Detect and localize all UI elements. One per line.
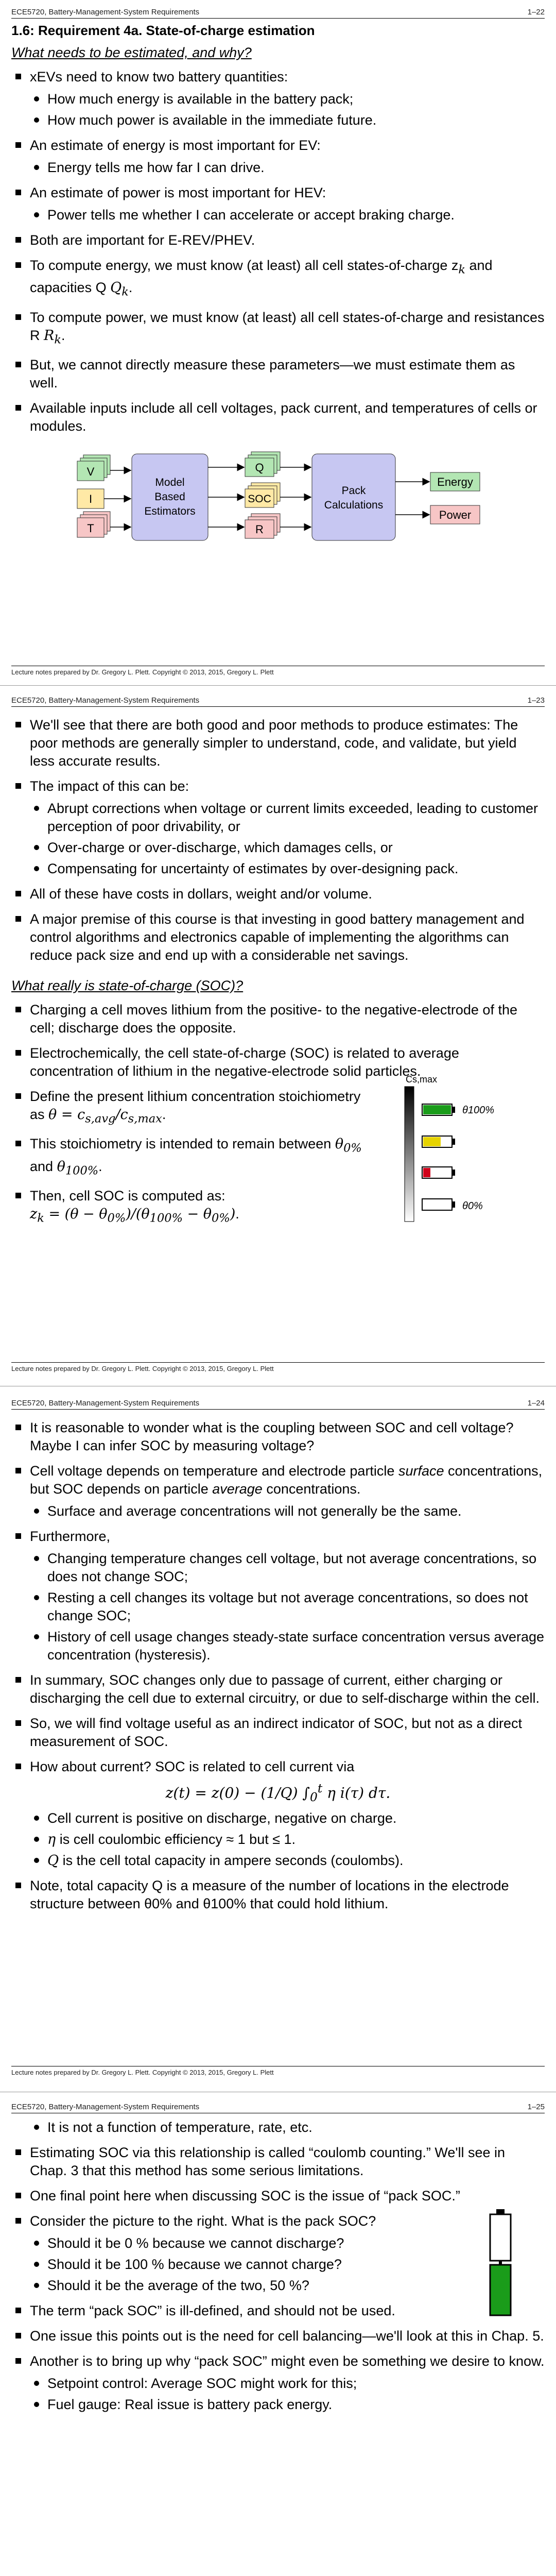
list-item: Should it be 100 % because we cannot charge? xyxy=(11,2256,454,2274)
list-item-text: Cell voltage depends on temperature and electrode particle xyxy=(30,1463,395,1479)
subheading: What really is state-of-charge (SOC)? xyxy=(11,978,244,993)
list-item: Charging a cell moves lithium from the positive- to the negative-electrode of the cell; discharge does the opposite. xyxy=(11,1001,545,1037)
list-item: But, we cannot directly measure these parameters—we must estimate them as well. xyxy=(11,356,545,392)
list-item: Should it be the average of the two, 50 %? xyxy=(11,2277,454,2295)
bullet-list xyxy=(11,2119,545,2205)
list-item: One issue this points out is the need for cell balancing—we'll look at this in Chap. 5. xyxy=(11,2327,545,2345)
output-power-label: Power xyxy=(439,509,472,522)
coulomb-counting-equation: z(t) = z(0) − (1/Q) $\int_0^t$ η i(τ) dτ. xyxy=(165,1781,391,1804)
list-item: To compute power, we must know (at least) all cell states-of-charge and resistances R $R_k$. xyxy=(11,309,545,349)
theta-100-label: θ100% xyxy=(462,1105,495,1116)
list-item-text: How much energy is available in the battery pack; xyxy=(47,91,354,107)
list-item-text: Define the present lithium concentration stoichiometry as xyxy=(30,1089,361,1122)
list-item: All of these have costs in dollars, weight and/or volume. xyxy=(11,885,545,903)
page-header xyxy=(11,2100,545,2113)
list-item: Compensating for uncertainty of estimates by over-designing pack. xyxy=(11,860,545,878)
input-V-label: V xyxy=(86,465,95,479)
list-item: Cell current is positive on discharge, negative on charge. xyxy=(11,1809,545,1827)
list-item: Consider the picture to the right. What is the pack SOC? xyxy=(11,2212,454,2230)
page-1-22 xyxy=(0,5,556,680)
page-separator xyxy=(0,685,556,686)
page-number: 1–24 xyxy=(527,1399,545,1408)
input-I-box xyxy=(77,489,104,509)
page-content xyxy=(11,21,545,550)
bullet-list xyxy=(11,1809,545,1913)
list-item: Q is the cell total capacity in ampere seconds (coulombs). xyxy=(11,1852,545,1870)
list-item-text: is the cell total capacity in ampere seconds (coulombs). xyxy=(62,1852,404,1868)
list-item: Both are important for E-REV/PHEV. xyxy=(11,231,545,249)
list-item: Cell voltage depends on temperature and electrode particle surface concentrations, but SOC depends on particle average concentrations. xyxy=(11,1462,545,1498)
page-content xyxy=(11,1412,545,1917)
course-title: ECE5720, Battery-Management-System Requirements xyxy=(11,1399,200,1408)
cell-icon-low xyxy=(422,1167,455,1178)
cell-icon-full xyxy=(422,1104,455,1115)
list-item xyxy=(11,90,545,108)
subheading: What needs to be estimated, and why? xyxy=(11,45,252,60)
page-number: 1–22 xyxy=(527,8,545,16)
page-header xyxy=(11,693,545,707)
list-item-text: How much power is available in the immediate future. xyxy=(47,112,377,128)
list-item: To compute energy, we must know (at least) all cell states-of-charge $z_k$ and capacities Q $Q_k$. xyxy=(11,257,545,301)
list-item: xEVs need to know two battery quantities: xyxy=(11,68,545,86)
list-item: One final point here when discussing SOC is the issue of “pack SOC.” xyxy=(11,2187,545,2205)
input-T-box xyxy=(77,512,110,537)
list-item: An estimate of power is most important for HEV: xyxy=(11,184,545,202)
list-item: Over-charge or over-discharge, which damages cells, or xyxy=(11,839,545,857)
estimator-box xyxy=(132,454,208,540)
list-item-text: and capacities Q xyxy=(30,258,493,296)
list-item: A major premise of this course is that investing in good battery management and control algorithms and electronics capable of implementing the algorithms can reduce pack size and end up with a considerable net savings. xyxy=(11,910,545,964)
list-item: Should it be 0 % because we cannot discharge? xyxy=(11,2234,454,2252)
course-title: ECE5720, Battery-Management-System Requirements xyxy=(11,8,200,16)
state-SOC-box xyxy=(245,483,280,507)
list-item: The term “pack SOC” is ill-defined, and should not be used. xyxy=(11,2302,545,2320)
state-R-label: R xyxy=(255,523,264,536)
page-number: 1–25 xyxy=(527,2103,545,2111)
list-item-text: is cell coulombic efficiency ≈ 1 but ≤ 1. xyxy=(59,1831,296,1847)
list-item: Another is to bring up why “pack SOC” might even be something we desire to know. xyxy=(11,2352,545,2370)
pack-soc-block xyxy=(11,2212,545,2295)
list-item: This stoichiometry is intended to remain between $\theta_{0\%}$ and $\theta_{100\%}$. xyxy=(11,1135,372,1180)
list-item: How about current? SOC is related to cell current via xyxy=(11,1758,545,1776)
list-item: The impact of this can be: xyxy=(11,777,545,795)
list-item: In summary, SOC changes only due to passage of current, either charging or discharging the cell due to external circuitry, or due to self-discharge within the cell. xyxy=(11,1671,545,1707)
list-item: Furthermore, xyxy=(11,1528,545,1546)
list-item-text: concentrations, but SOC depends on particle xyxy=(30,1463,543,1497)
calc-label-2: Calculations xyxy=(324,499,384,512)
estimator-label-2: Based xyxy=(154,491,185,503)
state-Q-label: Q xyxy=(255,461,264,474)
bullet-list xyxy=(11,2302,545,2414)
theta-0-label: θ0% xyxy=(462,1200,483,1212)
list-item: It is not a function of temperature, rate, etc. xyxy=(11,2119,545,2137)
pack-calculations-box xyxy=(312,454,395,540)
state-R-box xyxy=(245,514,280,538)
stoichiometry-block xyxy=(11,1074,545,1228)
bullet-list xyxy=(11,716,545,964)
cell-icon-empty xyxy=(422,1199,455,1210)
page-footer: Lecture notes prepared by Dr. Gregory L. Plett. Copyright © 2013, 2015, Gregory L. Plett xyxy=(11,1362,545,1372)
concentration-gradient-bar xyxy=(405,1087,414,1222)
list-item: Resting a cell changes its voltage but not average concentrations, so does not change SOC; xyxy=(11,1589,545,1625)
list-item: We'll see that there are both good and poor methods to produce estimates: The poor methods are generally simpler to understand, code, and validate, but yield less accurate results. xyxy=(11,716,545,770)
list-item-text: Then, cell SOC is computed as: xyxy=(30,1188,225,1204)
list-item-text: and resistances R xyxy=(30,309,545,343)
state-Q-box xyxy=(245,452,280,477)
bullet-list xyxy=(11,2212,454,2295)
bullet-list xyxy=(11,1419,545,1776)
list-item: Energy tells me how far I can drive. xyxy=(11,159,545,177)
page-1-23 xyxy=(0,693,556,1379)
cs-max-label: Cs,max xyxy=(406,1074,438,1084)
calc-label-1: Pack xyxy=(341,485,366,497)
list-item: Then, cell SOC is computed as: $z_k = (\theta - \theta_{0\%})/(\theta_{100\%} - \theta_{0\%})$. xyxy=(11,1187,372,1227)
list-item: Setpoint control: Average SOC might work for this; xyxy=(11,2375,545,2393)
list-item: Changing temperature changes cell voltage, but not average concentrations, so does not change SOC; xyxy=(11,1550,545,1586)
state-SOC-label: SOC xyxy=(248,493,271,505)
page-footer: Lecture notes prepared by Dr. Gregory L. Plett. Copyright © 2013, 2015, Gregory L. Plett xyxy=(11,666,545,676)
list-item: Available inputs include all cell voltages, pack current, and temperatures of cells or modules. xyxy=(11,399,545,435)
list-item: History of cell usage changes steady-state surface concentration versus average concentration (hysteresis). xyxy=(11,1628,545,1664)
page-1-24 xyxy=(0,1396,556,2081)
list-item: Fuel gauge: Real issue is battery pack energy. xyxy=(11,2396,545,2414)
estimator-label-3: Estimators xyxy=(144,505,196,518)
input-V-box xyxy=(77,455,110,481)
list-item: η is cell coulombic efficiency ≈ 1 but ≤ 1. xyxy=(11,1831,545,1849)
estimation-block-diagram xyxy=(11,445,545,548)
list-item: Abrupt corrections when voltage or current limits exceeded, leading to customer perception of poor drivability, or xyxy=(11,800,545,836)
cell-empty xyxy=(490,2214,511,2261)
list-item: An estimate of energy is most important for EV: xyxy=(11,137,545,155)
bullet-list xyxy=(11,68,545,435)
output-energy-label: Energy xyxy=(437,476,473,489)
list-item: Define the present lithium concentration stoichiometry as $\theta = c_{s,avg}/c_{s,max}$. xyxy=(11,1088,372,1128)
cell-icon-partial xyxy=(422,1136,455,1147)
section-title: 1.6: Requirement 4a. State-of-charge estimation xyxy=(11,23,315,38)
course-title: ECE5720, Battery-Management-System Requirements xyxy=(11,2103,200,2111)
list-item: It is reasonable to wonder what is the coupling between SOC and cell voltage? Maybe I can infer SOC by measuring voltage? xyxy=(11,1419,545,1455)
page-header xyxy=(11,5,545,19)
bullet-list xyxy=(11,1088,372,1228)
list-item: Estimating SOC via this relationship is called “coulomb counting.” We'll see in Chap. 3 that this method has some serious limitations. xyxy=(11,2144,545,2180)
output-power-box xyxy=(430,505,480,524)
list-item-text: To compute energy, we must know (at least) all cell states-of-charge z xyxy=(30,258,459,273)
list-item: Electrochemically, the cell state-of-charge (SOC) is related to average concentration of lithium in the negative-electrode solid particles. xyxy=(11,1044,545,1080)
page-header xyxy=(11,1396,545,1410)
page-1-25 xyxy=(0,2100,556,2576)
input-I-label: I xyxy=(89,493,93,506)
bullet-list xyxy=(11,1001,545,1080)
list-item-text: To compute power, we must know (at least) all cell states-of-charge xyxy=(30,309,443,325)
estimator-label-1: Model xyxy=(155,477,185,489)
input-T-label: T xyxy=(87,522,94,535)
list-item: Power tells me whether I can accelerate or accept braking charge. xyxy=(11,206,545,224)
page-content xyxy=(11,2115,545,2417)
stoichiometry-figure xyxy=(390,1072,545,1227)
page-footer: Lecture notes prepared by Dr. Gregory L. Plett. Copyright © 2013, 2015, Gregory L. Plett xyxy=(11,2066,545,2076)
list-item: Surface and average concentrations will not generally be the same. xyxy=(11,1502,545,1520)
list-item-text: This stoichiometry is intended to remain between xyxy=(30,1136,332,1152)
output-energy-box xyxy=(430,472,480,491)
list-item: So, we will find voltage useful as an indirect indicator of SOC, but not as a direct measurement of SOC. xyxy=(11,1715,545,1751)
list-item: Note, total capacity Q is a measure of the number of locations in the electrode structure between θ0% and θ100% that could hold lithium. xyxy=(11,1877,545,1913)
page-content xyxy=(11,709,545,1232)
list-item xyxy=(11,111,545,129)
page-number: 1–23 xyxy=(527,696,545,705)
course-title: ECE5720, Battery-Management-System Requirements xyxy=(11,696,200,705)
